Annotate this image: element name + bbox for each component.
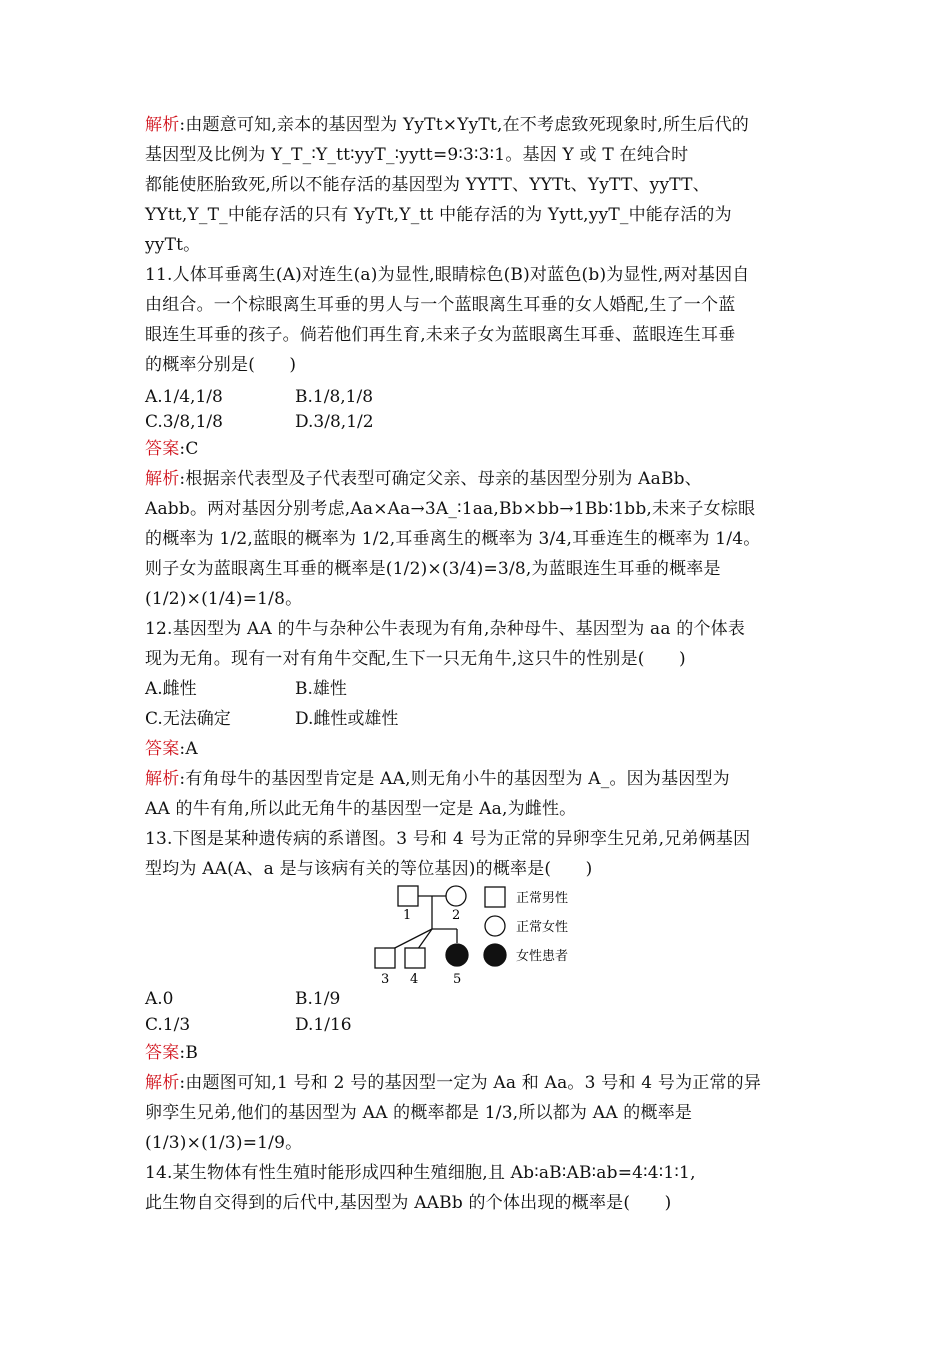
- id-label-2: 2: [452, 908, 461, 923]
- option-b: B.1/8,1/8: [295, 387, 374, 407]
- legend-affected-label: 女性患者: [516, 949, 569, 964]
- analysis-label: 解析: [145, 1073, 180, 1093]
- question-14-line: 此生物自交得到的后代中,基因型为 AABb 的个体出现的概率是( ): [145, 1193, 672, 1213]
- id-label-3: 3: [381, 972, 390, 983]
- legend-affected-icon: [484, 944, 506, 966]
- question-13-line: 13.下图是某种遗传病的系谱图。3 号和 4 号为正常的异卵孪生兄弟,兄弟俩基因: [145, 829, 751, 849]
- individual-3: [375, 948, 395, 968]
- legend-male-icon: [485, 887, 505, 907]
- individual-1: [398, 886, 418, 906]
- pedigree-svg: [365, 883, 605, 983]
- analysis-line: 解析:根据亲代表型及子代表型可确定父亲、母亲的基因型分别为 AaBb、: [145, 469, 702, 489]
- individual-5: [446, 944, 468, 966]
- option-c: C.无法确定: [145, 709, 231, 729]
- legend-male-label: 正常男性: [516, 891, 569, 906]
- answer-label: 答案: [145, 1043, 180, 1063]
- option-b: B.雄性: [295, 679, 347, 699]
- option-a: A.1/4,1/8: [145, 387, 223, 407]
- id-label-4: 4: [410, 972, 419, 983]
- option-c: C.1/3: [145, 1015, 191, 1035]
- pedigree-chart: [365, 883, 605, 983]
- option-b: B.1/9: [295, 989, 341, 1009]
- analysis-line: 解析:由题意可知,亲本的基因型为 YyTt×YyTt,在不考虑致死现象时,所生后代的: [145, 115, 749, 135]
- analysis-line: YYtt,Y_T_中能存活的只有 YyTt,Y_tt 中能存活的为 Yytt,yyT_中能存活的为: [145, 205, 732, 225]
- option-d: D.雌性或雄性: [295, 709, 399, 729]
- analysis-line: (1/3)×(1/3)=1/9。: [145, 1133, 303, 1153]
- question-11-line: 眼连生耳垂的孩子。倘若他们再生育,未来子女为蓝眼离生耳垂、蓝眼连生耳垂: [145, 325, 736, 345]
- question-14-line: 14.某生物体有性生殖时能形成四种生殖细胞,且 Ab∶aB∶AB∶ab=4∶4∶1∶1,: [145, 1163, 696, 1183]
- answer-value: C: [185, 439, 199, 459]
- question-12-line: 现为无角。现有一对有角牛交配,生下一只无角牛,这只牛的性别是( ): [145, 649, 686, 669]
- analysis-label: 解析: [145, 115, 180, 135]
- answer-label: 答案: [145, 439, 180, 459]
- question-12-line: 12.基因型为 AA 的牛与杂种公牛表现为有角,杂种母牛、基因型为 aa 的个体表: [145, 619, 746, 639]
- analysis-line: yyTt。: [145, 235, 201, 255]
- analysis-line: 卵孪生兄弟,他们的基因型为 AA 的概率都是 1/3,所以都为 AA 的概率是: [145, 1103, 693, 1123]
- option-a: A.0: [145, 989, 174, 1009]
- question-11-line: 的概率分别是( ): [145, 355, 297, 375]
- analysis-line: 则子女为蓝眼离生耳垂的概率是(1/2)×(3/4)=3/8,为蓝眼连生耳垂的概率是: [145, 559, 721, 579]
- option-c: C.3/8,1/8: [145, 412, 223, 432]
- analysis-line: Aabb。两对基因分别考虑,Aa×Aa→3A_∶1aa,Bb×bb→1Bb∶1bb,未来子女棕眼: [145, 499, 756, 519]
- option-d: D.3/8,1/2: [295, 412, 374, 432]
- answer-line: 答案:B: [145, 1043, 199, 1063]
- analysis-line: AA 的牛有角,所以此无角牛的基因型一定是 Aa,为雌性。: [145, 799, 577, 819]
- question-11-line: 11.人体耳垂离生(A)对连生(a)为显性,眼睛棕色(B)对蓝色(b)为显性,两对基因自: [145, 265, 750, 285]
- legend-female-icon: [485, 916, 505, 936]
- id-label-1: 1: [403, 908, 412, 923]
- analysis-label: 解析: [145, 769, 180, 789]
- answer-value: B: [185, 1043, 199, 1063]
- analysis-line: 都能使胚胎致死,所以不能存活的基因型为 YYTT、YYTt、YyTT、yyTT、: [145, 175, 710, 195]
- analysis-line: (1/2)×(1/4)=1/8。: [145, 589, 303, 609]
- answer-value: A: [185, 739, 198, 759]
- answer-line: 答案:A: [145, 739, 198, 759]
- analysis-line: 的概率为 1/2,蓝眼的概率为 1/2,耳垂离生的概率为 3/4,耳垂连生的概率为 1/4。: [145, 529, 761, 549]
- individual-4: [405, 948, 425, 968]
- analysis-label: 解析: [145, 469, 180, 489]
- individual-2: [446, 886, 466, 906]
- analysis-line: 解析:由题图可知,1 号和 2 号的基因型一定为 Aa 和 Aa。3 号和 4 号为正常的异: [145, 1073, 762, 1093]
- question-13-line: 型均为 AA(A、a 是与该病有关的等位基因)的概率是( ): [145, 859, 593, 879]
- answer-line: 答案:C: [145, 439, 199, 459]
- analysis-line: 基因型及比例为 Y_T_∶Y_tt∶yyT_∶yytt=9∶3∶3∶1。基因 Y 或 T 在纯合时: [145, 145, 689, 165]
- question-11-line: 由组合。一个棕眼离生耳垂的男人与一个蓝眼离生耳垂的女人婚配,生了一个蓝: [145, 295, 736, 315]
- id-label-5: 5: [453, 972, 462, 983]
- answer-label: 答案: [145, 739, 180, 759]
- option-d: D.1/16: [295, 1015, 352, 1035]
- analysis-line: 解析:有角母牛的基因型肯定是 AA,则无角小牛的基因型为 A_。因为基因型为: [145, 769, 730, 789]
- option-a: A.雌性: [145, 679, 197, 699]
- legend-female-label: 正常女性: [516, 920, 569, 935]
